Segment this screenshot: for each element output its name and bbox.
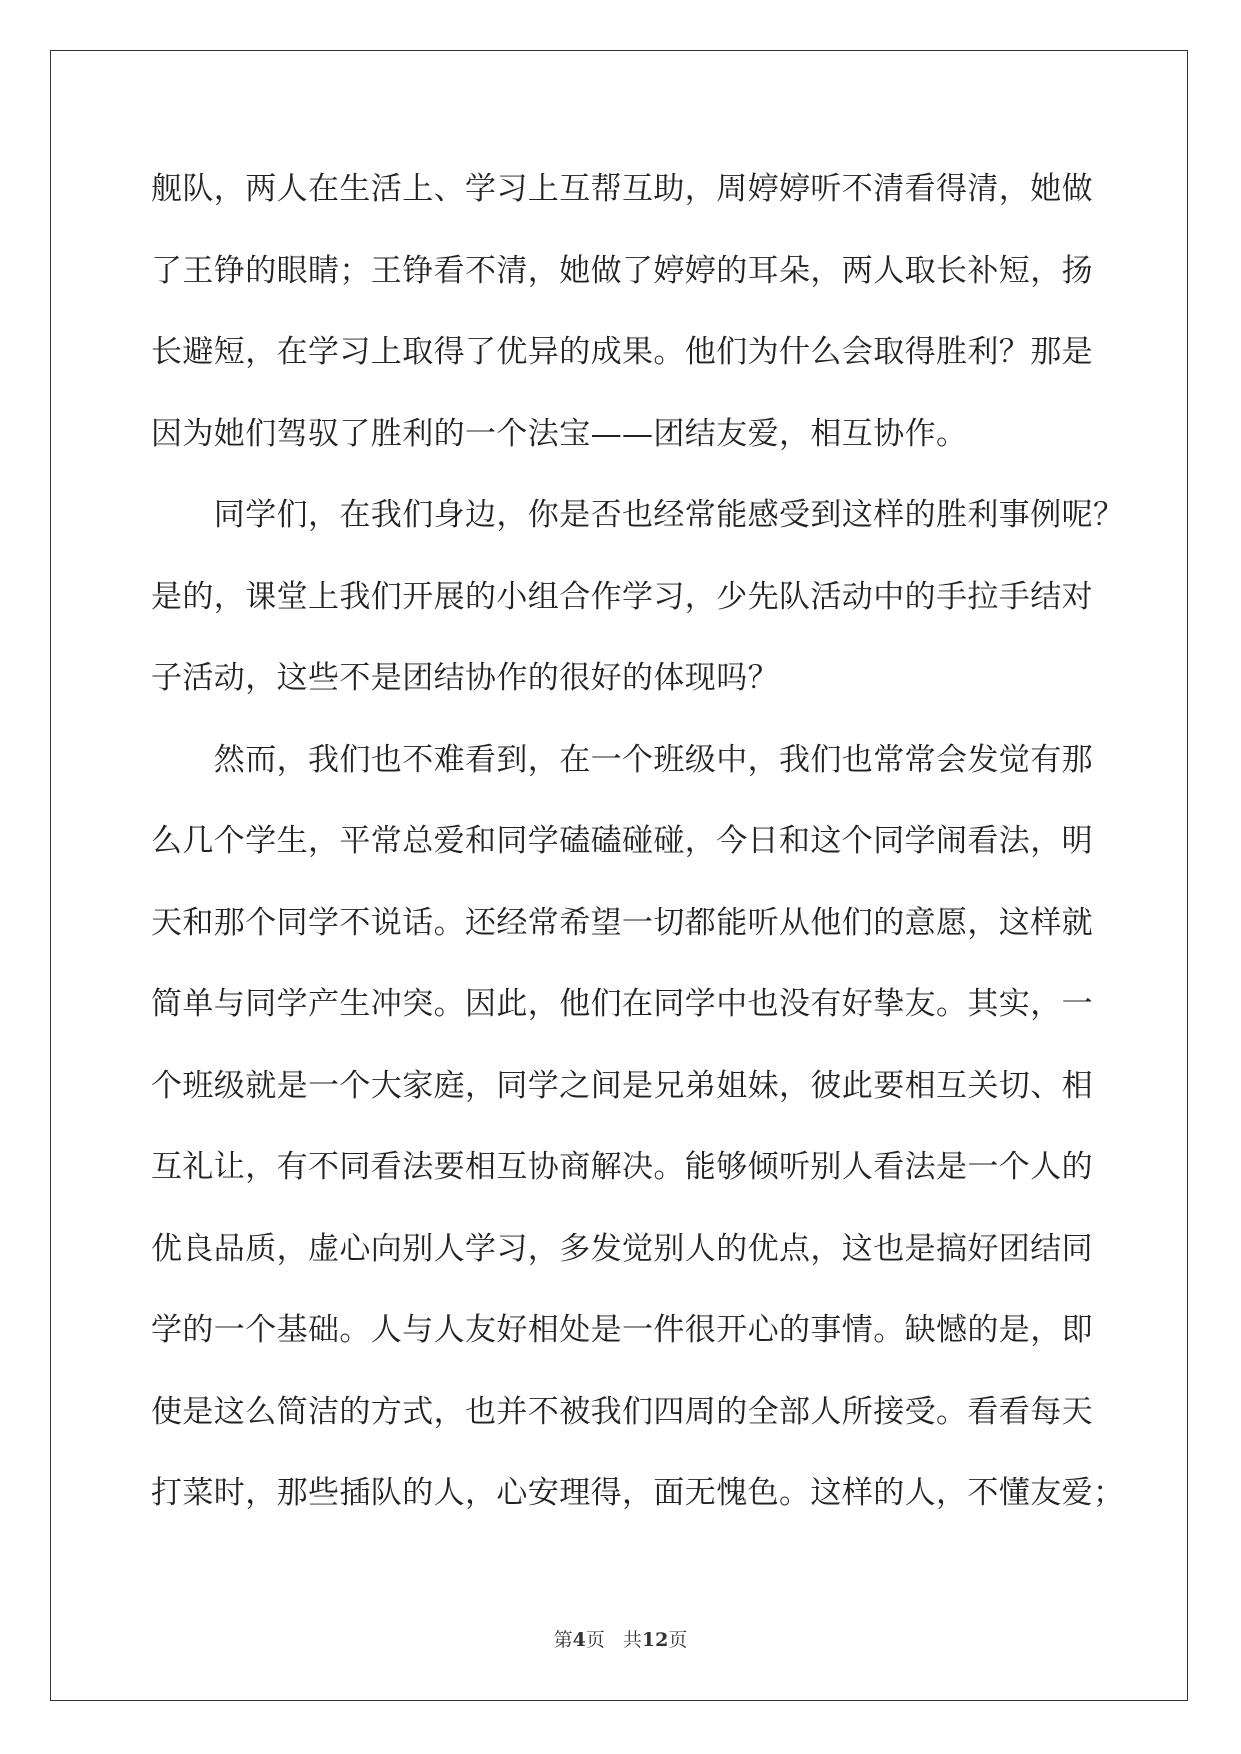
total-suffix: 页: [668, 1629, 688, 1651]
page-prefix: 第: [553, 1629, 573, 1651]
text-line-1: 舰队，两人在生活上、学习上互帮互助，周婷婷听不清看得清，她做: [151, 171, 1093, 207]
text-line-10: 天和那个同学不说话。还经常希望一切都能听从他们的意愿，这样就: [151, 904, 1093, 941]
text-line-4: 因为她们驾驭了胜利的一个法宝——团结友爱，相互协作。: [151, 415, 968, 452]
text-line-7: 子活动，这些不是团结协作的很好的体现吗？: [151, 660, 779, 696]
text-line-9: 么几个学生，平常总爱和同学磕磕碰碰，今日和这个同学闹看法，明: [151, 823, 1093, 859]
text-line-8: 然而，我们也不难看到，在一个班级中，我们也常常会发觉有那: [151, 741, 1093, 778]
document-body: [151, 160, 1125, 1546]
text-line-5: 同学们，在我们身边，你是否也经常能感受到这样的胜利事例呢？: [151, 497, 1125, 533]
total-prefix: 共: [622, 1629, 642, 1651]
text-line-15: 学的一个基础。人与人友好相处是一件很开心的事情。缺憾的是，即: [151, 1312, 1093, 1348]
text-line-17: 打菜时，那些插队的人，心安理得，面无愧色。这样的人，不懂友爱；: [151, 1475, 1125, 1511]
total-pages: 12: [641, 1629, 669, 1651]
text-line-6: 是的，课堂上我们开展的小组合作学习，少先队活动中的手拉手结对: [151, 578, 1093, 615]
text-line-3: 长避短，在学习上取得了优异的成果。他们为什么会取得胜利？那是: [151, 334, 1093, 370]
text-line-11: 简单与同学产生冲突。因此，他们在同学中也没有好挚友。其实，一: [151, 986, 1093, 1022]
text-line-2: 了王铮的眼睛；王铮看不清，她做了婷婷的耳朵，两人取长补短，扬: [151, 252, 1093, 289]
text-line-12: 个班级就是一个大家庭，同学之间是兄弟姐妹，彼此要相互关切、相: [151, 1067, 1093, 1104]
text-line-14: 优良品质，虚心向别人学习，多发觉别人的优点，这也是搞好团结同: [151, 1230, 1093, 1267]
page-number: 4: [572, 1629, 586, 1651]
text-line-16: 使是这么简洁的方式，也并不被我们四周的全部人所接受。看看每天: [151, 1393, 1093, 1430]
page-footer: [0, 1625, 1241, 1652]
page-suffix: 页: [585, 1629, 605, 1651]
text-line-13: 互礼让，有不同看法要相互协商解决。能够倾听别人看法是一个人的: [151, 1149, 1093, 1185]
